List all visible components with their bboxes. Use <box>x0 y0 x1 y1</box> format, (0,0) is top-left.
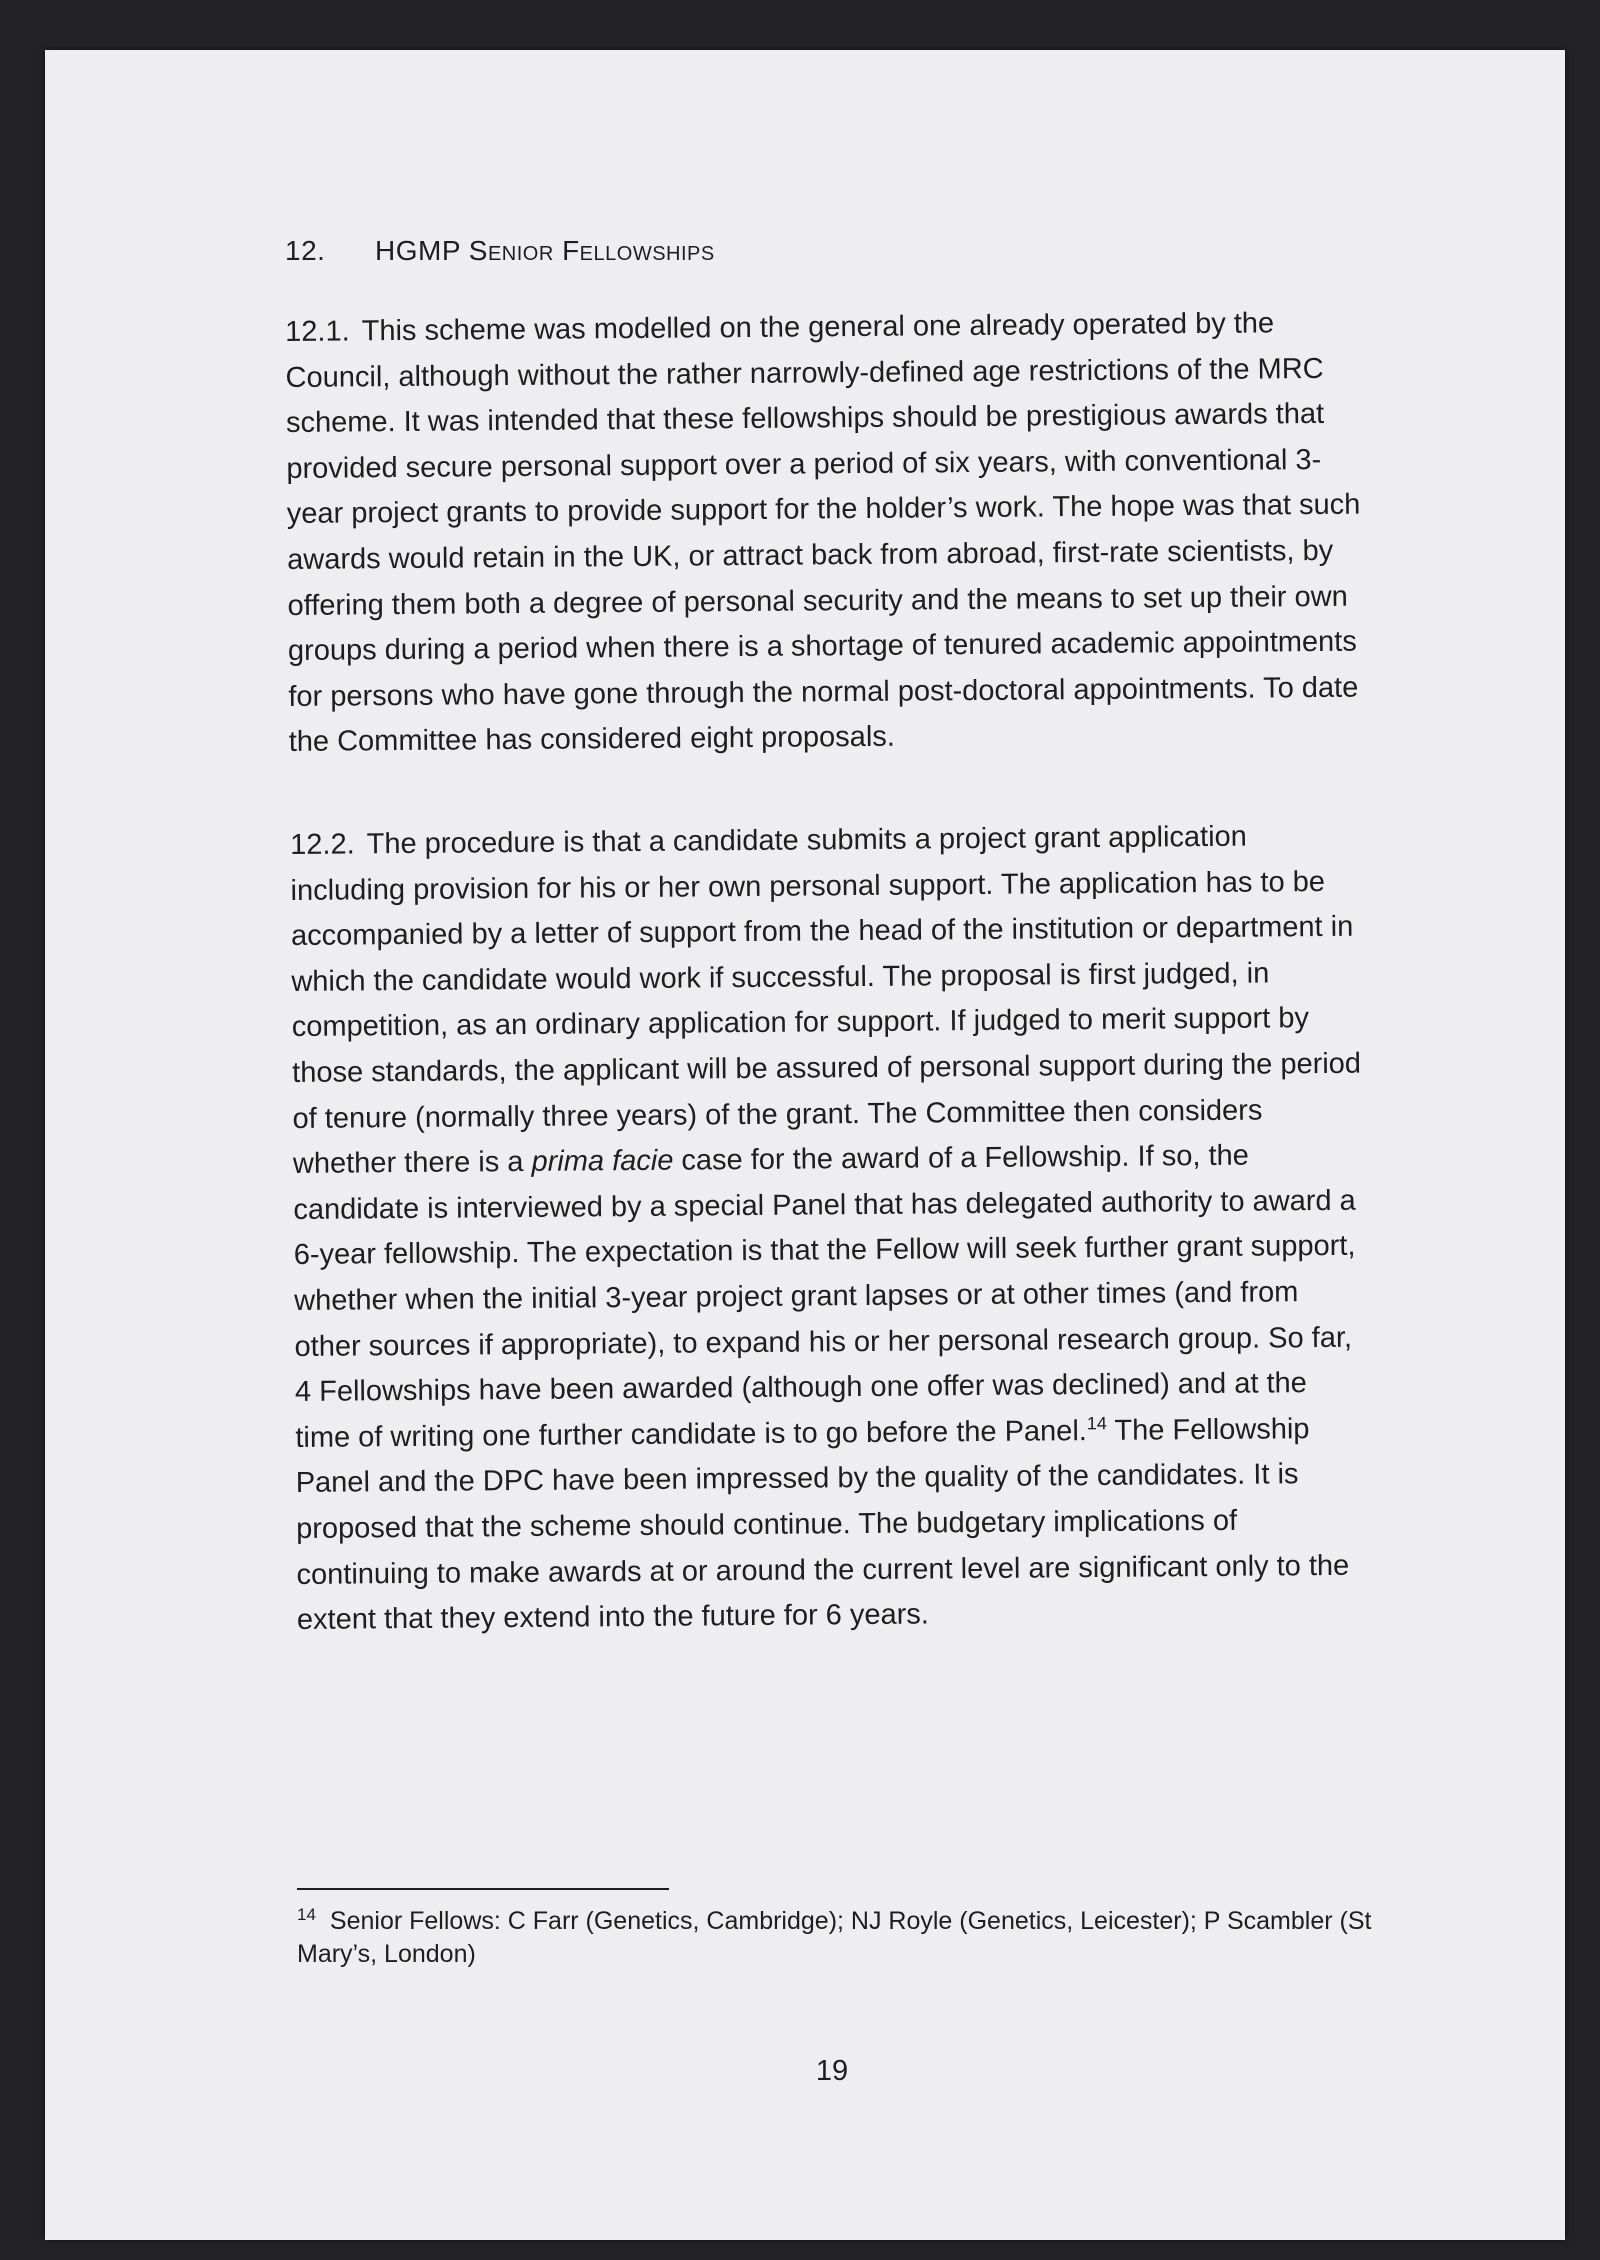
paragraph-text: The procedure is that a candidate submits a project grant application including provision for his or her own personal support. The application has to be accompanied by a letter of support from the head of the institution or department in which the candidate would work if successful. The proposal is first judged, in competition, as an ordinary application for support. If judged to merit support by those standards, the applicant will be assured of personal support during the period of tenure (normally three years) of the grant. The Committee then considers whether there is a <box>290 820 1362 1181</box>
footnote-number: 14 <box>297 1904 316 1924</box>
paragraph-12-1 <box>285 301 1364 766</box>
italic-term: prima facie <box>531 1144 674 1178</box>
paragraph-text: This scheme was modelled on the general one already operated by the Council, although without the rather narrowly-defined age restrictions of the MRC scheme. It was intended that these fellowships should be prestigious awards that provided secure personal support over a period of six years, with conventional 3-year project grants to provide support for the holder’s work. The hope was that such awards would retain in the UK, or attract back from abroad, first-rate scientists, by offering them both a degree of personal security and the means to set up their own groups during a period when there is a shortage of tenured academic appointments for persons who have gone through the normal post-doctoral appointments. To date the Committee has considered eight proposals. <box>285 307 1361 759</box>
footnote <box>297 1905 1397 1971</box>
paragraph-text-end: The Fellowship Panel and the DPC have been impressed by the quality of the candidates. It is proposed that the scheme should continue. The budgetary implications of continuing to make awards at or around the current level are significant only to the extent that they extend into the future for 6 years. <box>295 1412 1350 1637</box>
paragraph-text-continued: case for the award of a Fellowship. If so, the candidate is interviewed by a special Panel that has delegated authority to award a 6-year fellowship. The expectation is that the Fellow will seek further grant support, whether when the initial 3-year project grant lapses or at other times (and from other sources if appropriate), to expand his or her personal research group. So far, 4 Fellowships have been awarded (although one offer was declined) and at the time of writing one further candidate is to go before the Panel. <box>293 1139 1356 1454</box>
footnote-divider <box>297 1888 669 1890</box>
page-content <box>280 220 1360 1644</box>
section-number: 12. <box>285 235 326 266</box>
footnote-text: Senior Fellows: C Farr (Genetics, Cambridge); NJ Royle (Genetics, Leicester); P Scambler (St Mary’s, London) <box>297 1907 1372 1968</box>
paragraph-12-2 <box>290 814 1367 1644</box>
page-number: 19 <box>815 2055 849 2087</box>
section-title: HGMP Senior Fellowships <box>375 235 715 266</box>
paragraph-number: 12.1. <box>285 315 350 348</box>
footnote-reference[interactable]: 14 <box>1086 1412 1107 1434</box>
paragraph-number: 12.2. <box>290 828 355 861</box>
section-heading <box>285 235 1360 275</box>
